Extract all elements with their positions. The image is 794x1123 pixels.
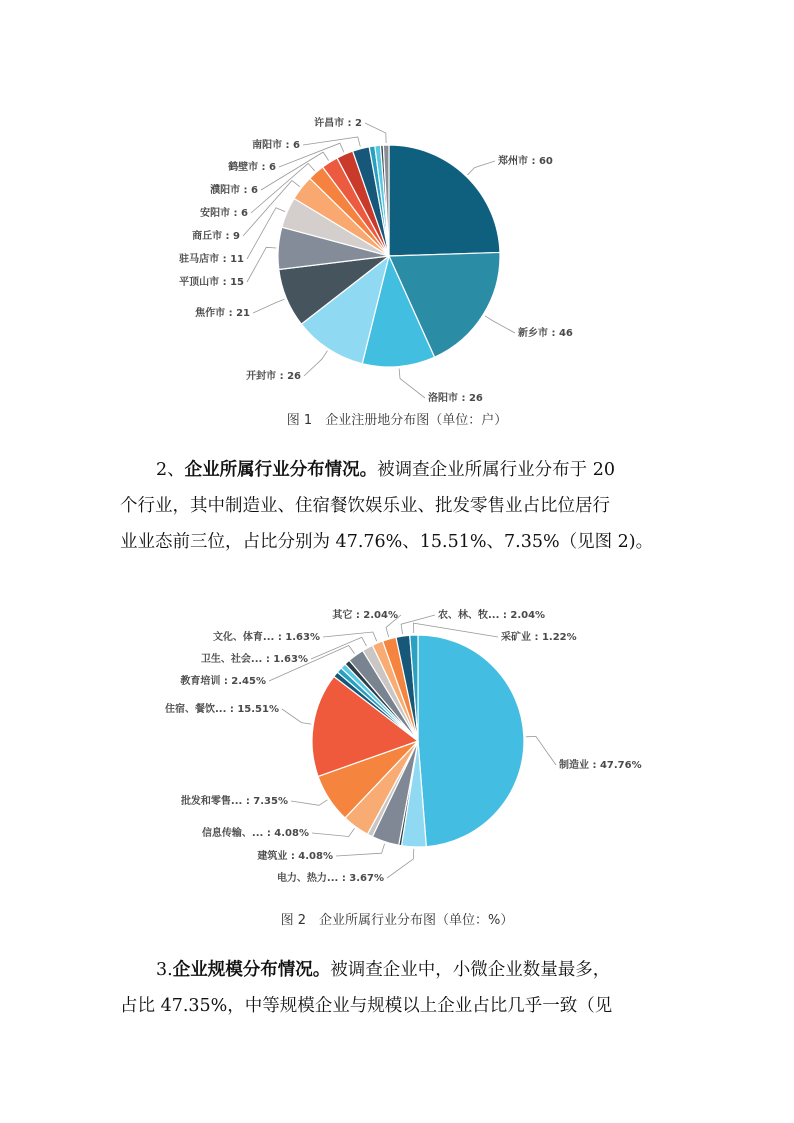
figure1-pie-chart [0,100,794,404]
leader-line [253,299,285,313]
paragraph-text: 被调查企业所属行业分布于 20 [377,460,615,480]
leader-line [468,161,495,175]
leader-line [401,615,435,634]
paragraph-heading: 企业规模分布情况。 [172,960,331,980]
slice-label: 农、林、牧... : 2.04% [438,610,546,621]
paragraph-line [120,524,676,560]
figure2-pie-svg [0,598,794,898]
figure1-caption: 图 1 企业注册地分布图（单位：户） [286,413,508,428]
paragraph-text: 业业态前三位，占比分别为 47.76%、15.51%、7.35%（见图 2)。 [120,532,654,552]
leader-line [323,632,377,641]
slice-label: 焦作市 : 21 [195,308,250,319]
slice-label: 教育培训 : 2.45% [180,676,266,687]
slice-label: 其它 : 2.04% [332,610,398,621]
slice-label: 信息传输、... : 4.08% [201,828,309,839]
slice-label: 商丘市 : 9 [192,231,240,242]
slice-label: 建筑业 : 4.08% [257,851,333,862]
slice-label: 新乡市 : 46 [518,328,573,339]
pie-slice [418,635,524,847]
figure1-pie-svg [0,100,794,404]
leader-line [399,369,425,399]
slice-label: 平顶山市 : 15 [179,277,244,288]
slice-label: 住宿、餐饮... : 15.51% [164,704,279,715]
slice-label: 采矿业 : 1.22% [501,632,577,643]
slice-label: 制造业 : 47.76% [559,760,642,771]
leader-line [365,123,386,143]
slice-label: 许昌市 : 2 [314,118,362,129]
paragraph-text: 个行业，其中制造业、住宿餐饮娱乐业、批发零售业占比位居行 [120,496,610,516]
slice-label: 文化、体育... : 1.63% [212,632,320,643]
leader-line [485,316,515,333]
paragraph-heading: 企业所属行业分布情况。 [184,460,378,480]
leader-line [304,351,327,376]
leader-line [291,800,327,806]
paragraph-industry [120,452,676,560]
slice-label: 郑州市 : 60 [498,156,553,167]
pie-slice [389,145,500,256]
paragraph-line [120,952,676,988]
paragraph-text: 被调查企业中，小微企业数量最多， [330,960,611,980]
item-number: 2、 [156,460,185,480]
slice-label: 电力、热力... : 3.67% [276,873,384,884]
slice-label: 开封市 : 26 [246,371,301,382]
slice-label: 批发和零售... : 7.35% [180,796,288,807]
leader-line [282,709,311,724]
paragraph-line [120,452,676,488]
slice-label: 安阳市 : 6 [200,208,248,219]
paragraph-text: 占比 47.35%，中等规模企业与规模以上企业占比几乎一致（见 [120,996,613,1016]
paragraph-scale [120,952,676,1024]
leader-line [247,247,276,282]
leader-line [526,736,556,765]
slice-label: 南阳市 : 6 [252,140,300,151]
slice-label: 鹤壁市 : 6 [228,162,276,173]
figure2-caption: 图 2 企业所属行业分布图（单位：%） [280,913,514,928]
slice-label: 驻马店市 : 11 [179,254,244,265]
slice-label: 洛阳市 : 26 [428,393,483,404]
leader-line [387,849,414,878]
slice-label: 卫生、社会... : 1.63% [200,654,308,665]
paragraph-line [120,488,676,524]
leader-line [303,137,360,147]
paragraph-line [120,988,676,1024]
figure2-pie-chart [0,598,794,898]
leader-line [336,844,385,856]
slice-label: 濮阳市 : 6 [210,185,258,196]
item-number: 3. [156,960,173,980]
leader-line [312,828,355,836]
